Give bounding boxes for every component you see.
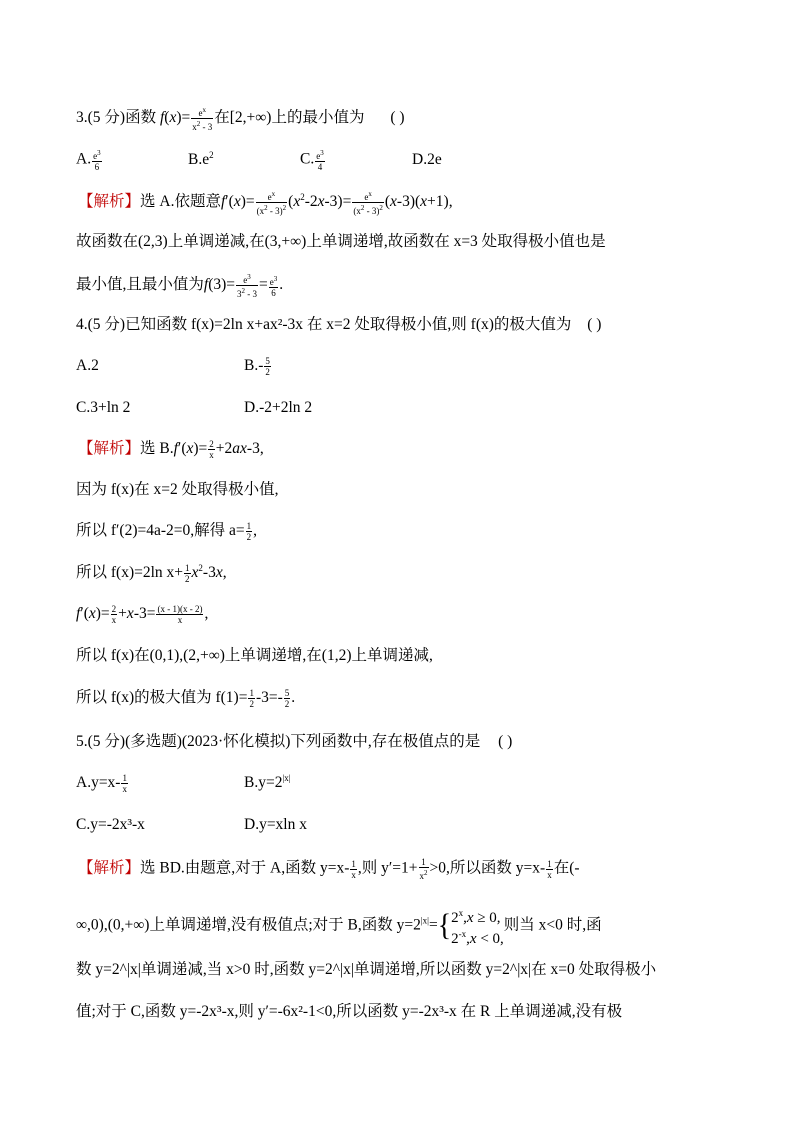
q4-option-b: B.- $\frac{5}{2}$ bbox=[244, 356, 270, 377]
q5-options-row2 bbox=[76, 815, 307, 835]
q3-solution-line3: 最小值,且最小值为f(3)= $\frac{e^3}{3^2 - 3}$ = $\frac{e^3}{6}$ . bbox=[76, 273, 284, 299]
answer-paren: ( ) bbox=[390, 109, 405, 127]
answer-paren: ( ) bbox=[587, 316, 602, 333]
answer-paren: ( ) bbox=[498, 733, 513, 750]
q5-options-row1 bbox=[76, 773, 291, 794]
q3-stem-tail: 在[2,+∞)上的最小值为 bbox=[214, 109, 365, 127]
q4-solution-line7: 所以 f(x)的极大值为 f(1)= $\frac{1}{2}$ -3=- $\frac{5}{2}$ . bbox=[76, 688, 296, 709]
q4-solution-line5: f′(x)= $\frac{2}{x}$ +x-3= $\frac{(x - 1)(x - 2)}{x}$ , bbox=[76, 604, 209, 625]
fraction: $\frac{e^x}{x^2 - 3}$ bbox=[192, 106, 213, 132]
q4-options-row1 bbox=[76, 356, 272, 377]
q3-solution-line1: 【解析】选 A.依题意f′(x)= $\frac{e^x}{(x^2 - 3)^2}$ $(x^2-2x-3)=$ $\frac{e^x}{(x^2 - 3)^2}$ (x-3)(x+1), bbox=[78, 190, 453, 216]
analysis-tag: 【解析】 bbox=[78, 858, 141, 877]
q5-option-b: $B.y=2^{|x|}$ bbox=[244, 772, 291, 792]
q4-stem: 4.(5 分)已知函数 f(x)=2ln x+ax²-3x 在 x=2 处取得极小值,则 f(x)的极大值为 ( ) bbox=[76, 316, 602, 333]
analysis-tag: 【解析】 bbox=[78, 192, 141, 211]
q4-option-a: A.2 bbox=[76, 357, 99, 375]
q4-solution-line1: 【解析】选 B.f′(x)= $\frac{2}{x}$ +2ax-3, bbox=[78, 438, 264, 460]
q3-option-b: $B.e^2$ bbox=[188, 149, 214, 168]
q4-option-c: C.3+ln 2 bbox=[76, 399, 131, 416]
q3-option-a: A. $\frac{e^3}{6}$ bbox=[76, 149, 101, 172]
q5-solution-line4: 值;对于 C,函数 y=-2x³-x,则 y′=-6x²-1<0,所以函数 y=-2x³-x 在 R 上单调递减,没有极 bbox=[76, 1003, 623, 1020]
q5-solution-line2: ∞,0),(0,+∞)上单调递增,没有极值点;对于 B,函数 $y=2^{|x|}=${ $2^x,x \ge 0$, $2^{-x},x < 0$, 则当 x<0 时,函 bbox=[76, 908, 602, 947]
q5-option-d: D.y=xln x bbox=[244, 816, 307, 833]
q3-stem-lead: 3.(5 分)函数 bbox=[76, 109, 157, 127]
q3-options bbox=[76, 148, 442, 172]
q5-option-a: A.y=x- $\frac{1}{x}$ bbox=[76, 773, 127, 794]
q4-solution-line3: 所以 f′(2)=4a-2=0,解得 a= $\frac{1}{2}$ , bbox=[76, 521, 258, 542]
q5-option-c: C.y=-2x³-x bbox=[76, 816, 145, 833]
q3-option-c: C. $\frac{e^3}{4}$ bbox=[300, 149, 324, 172]
q5-solution-line1: 【解析】选 BD.由题意,对于 A,函数 y=x- $\frac{1}{x}$ ,则 y′=1+ $\frac{1}{x^2}$ >0,所以函数 y=x- $\frac{1}{x}$ 在(- bbox=[78, 857, 580, 881]
q4-option-d: D.-2+2ln 2 bbox=[244, 399, 313, 416]
q5-stem: 5.(5 分)(多选题)(2023·怀化模拟)下列函数中,存在极值点的是 ( ) bbox=[76, 733, 513, 750]
q5-solution-line3: 数 y=2^|x|单调递减,当 x>0 时,函数 y=2^|x|单调递增,所以函数 y=2^|x|在 x=0 处取得极小 bbox=[76, 961, 657, 978]
q3-solution-line2: 故函数在(2,3)上单调递减,在(3,+∞)上单调递增,故函数在 x=3 处取得极小值也是 bbox=[76, 233, 606, 250]
q4-options-row2 bbox=[76, 398, 312, 418]
q3-stem: 3.(5 分)函数 f(x)= $\frac{e^x}{x^2 - 3}$ 在[2,+∞)上的最小值为 ( ) bbox=[76, 106, 405, 132]
analysis-tag: 【解析】 bbox=[78, 439, 141, 457]
q4-solution-line6: 所以 f(x)在(0,1),(2,+∞)上单调递增,在(1,2)上单调递减, bbox=[76, 647, 433, 664]
q3-option-d: D.2e bbox=[412, 150, 442, 168]
q4-solution-line2: 因为 f(x)在 x=2 处取得极小值, bbox=[76, 481, 279, 498]
q4-solution-line4: 所以 f(x)=2ln x+ $\frac{1}{2}$ $x^2-3x$, bbox=[76, 562, 227, 584]
